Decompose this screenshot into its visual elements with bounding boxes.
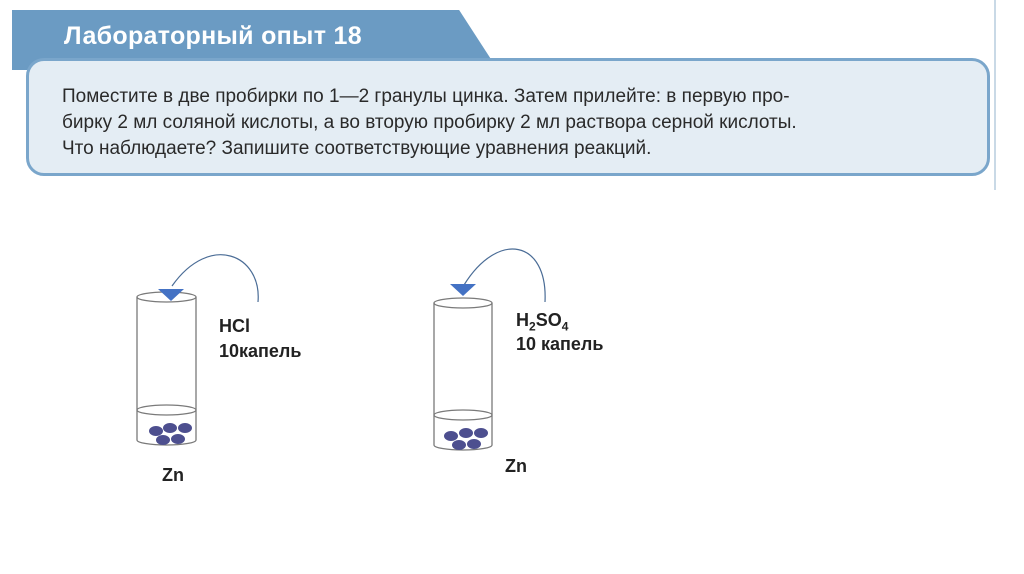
pour-arrow-1 xyxy=(158,255,258,302)
formula-sub-2: 2 xyxy=(529,319,536,334)
pour-arrow-2 xyxy=(450,249,545,302)
formula-h: H xyxy=(516,310,529,330)
formula-sub-4: 4 xyxy=(561,319,569,334)
metal-label-1: Zn xyxy=(162,465,184,485)
zinc-granules-1 xyxy=(149,423,192,445)
test-tube-1 xyxy=(137,292,196,445)
amount-label-2: 10 капель xyxy=(516,334,604,354)
task-line-3: Что наблюдаете? Запишите соответствующие уравнения реакций. xyxy=(62,138,652,159)
formula-so: SO xyxy=(535,310,562,330)
zinc-granules-2 xyxy=(444,428,488,450)
header-title: Лабораторный опыт 18 xyxy=(64,22,362,50)
metal-label-2: Zn xyxy=(505,456,527,476)
amount-label-1: 10капель xyxy=(219,341,302,361)
reagent-label-1: HCl xyxy=(219,316,250,336)
task-line-2: бирку 2 мл соляной кислоты, а во вторую пробирку 2 мл раствора серной кислоты. xyxy=(62,112,797,133)
task-line-1: Поместите в две пробирки по 1—2 гранулы цинка. Затем прилейте: в первую про- xyxy=(62,86,790,107)
test-tube-2 xyxy=(434,298,492,450)
